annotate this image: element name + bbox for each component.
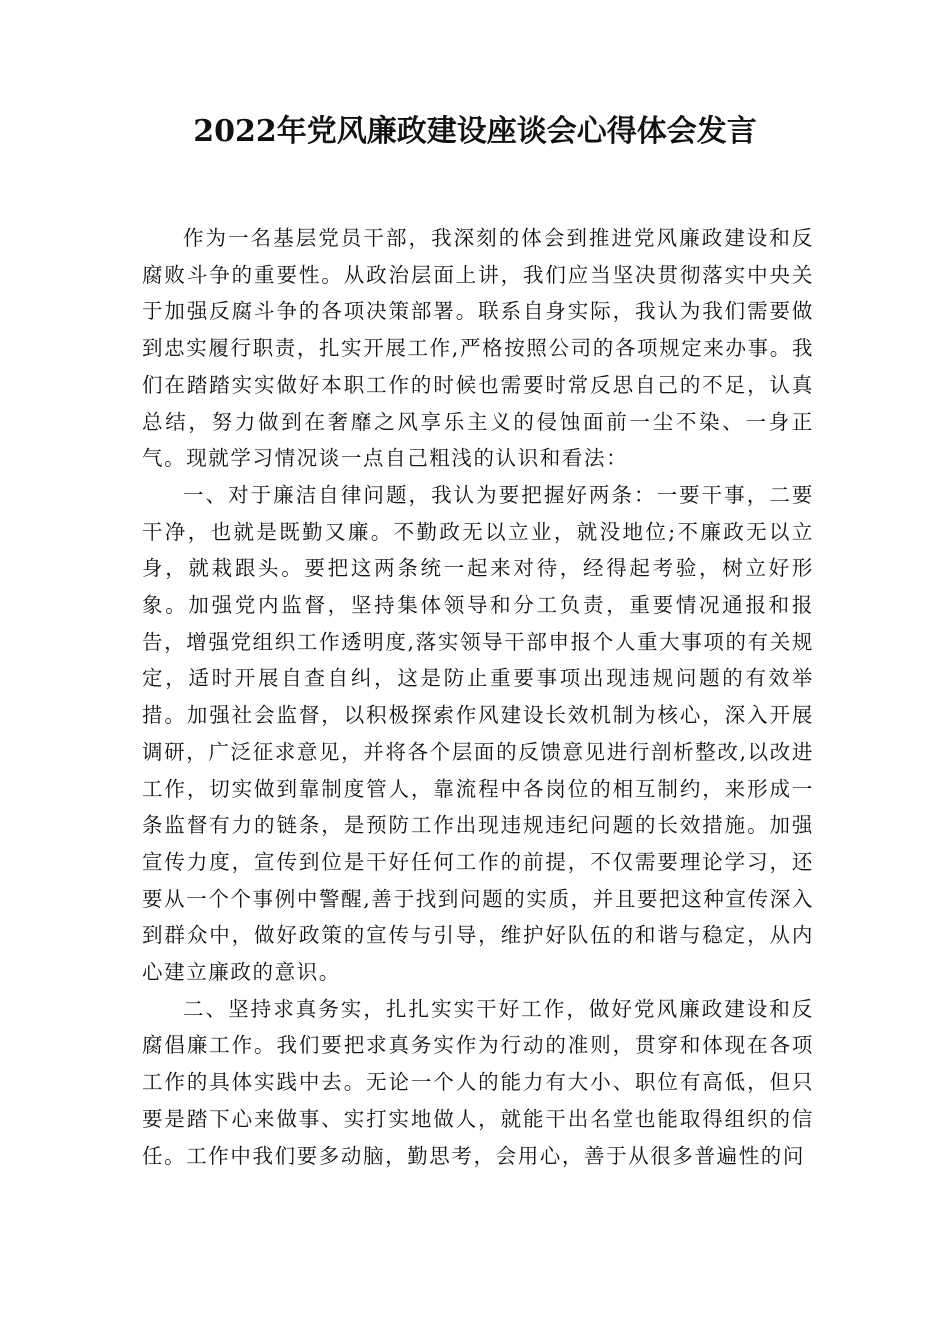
paragraph-intro: 作为一名基层党员干部，我深刻的体会到推进党风廉政建设和反腐败斗争的重要性。从政治层面上讲，我们应当坚决贯彻落实中央关于加强反腐斗争的各项决策部署。联系自身实际，我认为我们需要做到忠实履行职责，扎实开展工作,严格按照公司的各项规定来办事。我们在踏踏实实做好本职工作的时候也需要时常反思自己的不足，认真总结，努力做到在奢靡之风享乐主义的侵蚀面前一尘不染、一身正气。现就学习情况谈一点自己粗浅的认识和看法： (142, 226, 814, 471)
document-body (142, 220, 814, 1174)
paragraph-section-one: 一、对于廉洁自律问题，我认为要把握好两条：一要干事，二要干净，也就是既勤又廉。不勤政无以立业，就没地位;不廉政无以立身，就栽跟头。要把这两条统一起来对待，经得起考验，树立好形象。加强党内监督，坚持集体领导和分工负责，重要情况通报和报告，增强党组织工作透明度,落实领导干部申报个人重大事项的有关规定，适时开展自查自纠，这是防止重要事项出现违规问题的有效举措。加强社会监督，以积极探索作风建设长效机制为核心，深入开展调研，广泛征求意见，并将各个层面的反馈意见进行剖析整改,以改进工作，切实做到靠制度管人，靠流程中各岗位的相互制约，来形成一条监督有力的链条，是预防工作出现违规违纪问题的长效措施。加强宣传力度，宣传到位是干好任何工作的前提，不仅需要理论学习，还要从一个个事例中警醒,善于找到问题的实质，并且要把这种宣传深入到群众中，做好政策的宣传与引导，维护好队伍的和谐与稳定，从内心建立廉政的意识。 (142, 482, 814, 985)
document-title: 2022年党风廉政建设座谈会心得体会发言 (193, 114, 757, 149)
paragraph-section-two: 二、坚持求真务实，扎扎实实干好工作，做好党风廉政建设和反腐倡廉工作。我们要把求真务实作为行动的准则，贯穿和体现在各项工作的具体实践中去。无论一个人的能力有大小、职位有高低，但只要是踏下心来做事、实打实地做人，就能干出名堂也能取得组织的信任。工作中我们要多动脑，勤思考，会用心，善于从很多普遍性的问 (142, 996, 814, 1168)
